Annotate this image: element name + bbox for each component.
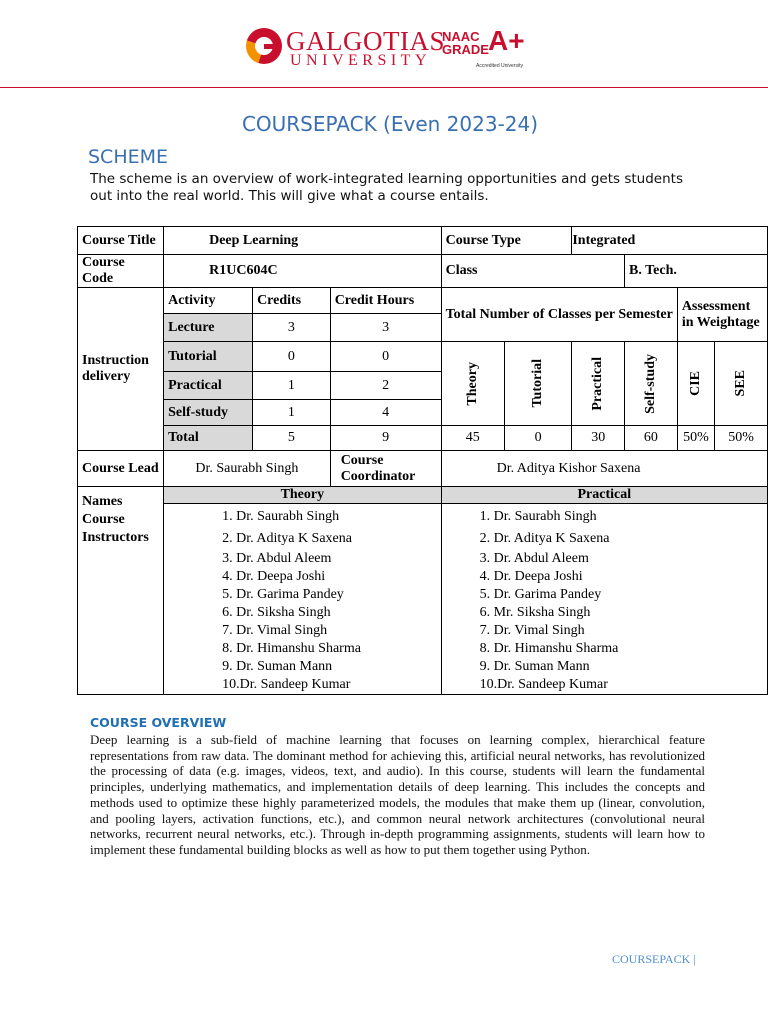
activity-tutorial: Tutorial [164, 342, 253, 372]
practical-instructor-list [441, 504, 767, 695]
selfstudy-credits: 1 [253, 400, 331, 426]
instruction-delivery-label: Instruction delivery [78, 288, 164, 451]
activity-lecture: Lecture [164, 314, 253, 342]
course-title-label: Course Title [78, 227, 164, 255]
scheme-text: The scheme is an overview of work-integrated learning opportunities and gets students out into the real world. This will give what a course entails. [90, 171, 683, 204]
grade-aplus: A+ [488, 25, 525, 56]
credit-hours-header: Credit Hours [330, 288, 441, 314]
list-item: 3. Dr. Abdul Aleem [479, 551, 589, 566]
instructors-label: Names Course Instructors [78, 487, 164, 695]
list-item: 7. Dr. Vimal Singh [479, 623, 585, 638]
list-item: 5. Dr. Garima Pandey [222, 587, 344, 602]
activity-selfstudy: Self-study [164, 400, 253, 426]
list-item: 9. Dr. Suman Mann [222, 659, 333, 674]
table-row [78, 451, 768, 487]
see-weightage: 50% [715, 426, 768, 451]
lecture-credits: 3 [253, 314, 331, 342]
list-item: 6. Dr. Siksha Singh [222, 605, 331, 620]
activity-total: Total [164, 426, 253, 451]
activity-practical: Practical [164, 372, 253, 400]
course-title-value: Deep Learning [164, 227, 441, 255]
course-lead-label: Course Lead [78, 451, 164, 487]
list-item: 8. Dr. Himanshu Sharma [479, 641, 619, 656]
list-item: 10.Dr. Sandeep Kumar [222, 677, 351, 692]
course-code-label: Course Code [78, 255, 164, 288]
coordinator-label: Course Coordinator [330, 451, 441, 487]
list-item: 1. Dr. Saurabh Singh [222, 509, 340, 524]
course-lead-value: Dr. Saurabh Singh [164, 451, 331, 487]
theory-classes: 45 [441, 426, 504, 451]
list-item: 6. Mr. Siksha Singh [479, 605, 591, 620]
list-item: 2. Dr. Aditya K Saxena [222, 531, 352, 546]
page-header [0, 0, 768, 90]
list-item: 7. Dr. Vimal Singh [222, 623, 328, 638]
list-item: 10.Dr. Sandeep Kumar [479, 677, 608, 692]
see-col-header: SEE [715, 342, 768, 426]
selfstudy-col-header: Self-study [625, 342, 678, 426]
lecture-hours: 3 [330, 314, 441, 342]
grade-label: GRADE [442, 42, 489, 57]
tutorial-credits: 0 [253, 342, 331, 372]
selfstudy-classes: 60 [625, 426, 678, 451]
course-code-value: R1UC604C [164, 255, 441, 288]
accredited-label: Accredited University [476, 63, 523, 69]
practical-header: Practical [441, 487, 767, 504]
activity-header: Activity [164, 288, 253, 314]
cie-col-header: CIE [677, 342, 714, 426]
page-footer: COURSEPACK | [612, 952, 696, 966]
logo-name: GALGOTIAS [286, 26, 445, 56]
tutorial-classes: 0 [504, 426, 571, 451]
list-item: 4. Dr. Deepa Joshi [479, 569, 583, 584]
tutorial-hours: 0 [330, 342, 441, 372]
table-row [78, 426, 768, 451]
table-row [78, 342, 768, 372]
theory-instructor-list [164, 504, 441, 695]
list-item: 9. Dr. Suman Mann [479, 659, 590, 674]
total-credits: 5 [253, 426, 331, 451]
selfstudy-hours: 4 [330, 400, 441, 426]
list-item: 3. Dr. Abdul Aleem [222, 551, 332, 566]
table-row [78, 255, 768, 288]
page-title: COURSEPACK (Even 2023-24) [241, 112, 539, 136]
practical-classes: 30 [572, 426, 625, 451]
scheme-heading: SCHEME [88, 146, 169, 168]
course-type-value: Integrated [572, 227, 768, 255]
list-item: 1. Dr. Saurabh Singh [479, 509, 597, 524]
practical-credits: 1 [253, 372, 331, 400]
total-hours: 9 [330, 426, 441, 451]
course-scheme-table [77, 226, 768, 695]
logo-university: UNIVERSITY [290, 52, 431, 69]
total-classes-label: Total Number of Classes per Semester [441, 288, 677, 342]
table-row [78, 504, 768, 695]
course-type-label: Course Type [441, 227, 572, 255]
theory-col-header: Theory [441, 342, 504, 426]
coordinator-value: Dr. Aditya Kishor Saxena [441, 451, 767, 487]
list-item: 5. Dr. Garima Pandey [479, 587, 602, 602]
table-row [78, 487, 768, 504]
class-label: Class [441, 255, 624, 288]
practical-hours: 2 [330, 372, 441, 400]
cie-weightage: 50% [677, 426, 714, 451]
naac-label: NAAC [442, 29, 480, 44]
list-item: 8. Dr. Himanshu Sharma [222, 641, 361, 656]
list-item: 4. Dr. Deepa Joshi [222, 569, 326, 584]
logo-g-bar [264, 44, 280, 49]
class-value: B. Tech. [625, 255, 768, 288]
assessment-label: Assessment in Weightage [677, 288, 767, 342]
table-row [78, 227, 768, 255]
credits-header: Credits [253, 288, 331, 314]
naac-badge [442, 25, 525, 69]
course-overview-text: Deep learning is a sub-field of machine learning that focuses on learning complex, hierarchical feature representations from raw data. The dominant method for achieving this, artificial neural networks, has revolutionized the processing of data (e.g. images, videos, text, and audio). In this course, students will learn the fundamental principles, underlying mathematics, and implementation details of deep learning. This includes the concepts and methods used to optimize these highly parameterized models, the modules that make them up (linear, convolution, and pooling layers, activation functions, etc.), and common neural network architectures (convolutional neural networks, recurrent neural networks, etc.). Through in-depth programming assignments, students will learn how to implement these fundamental building blocks as well as how to put them together using Python. [90, 732, 705, 857]
course-overview-heading: COURSE OVERVIEW [90, 715, 227, 730]
theory-header: Theory [164, 487, 441, 504]
practical-col-header: Practical [572, 342, 625, 426]
tutorial-col-header: Tutorial [504, 342, 571, 426]
university-logo [246, 25, 536, 72]
table-row [78, 288, 768, 314]
header-divider [0, 87, 768, 88]
list-item: 2. Dr. Aditya K Saxena [479, 531, 610, 546]
